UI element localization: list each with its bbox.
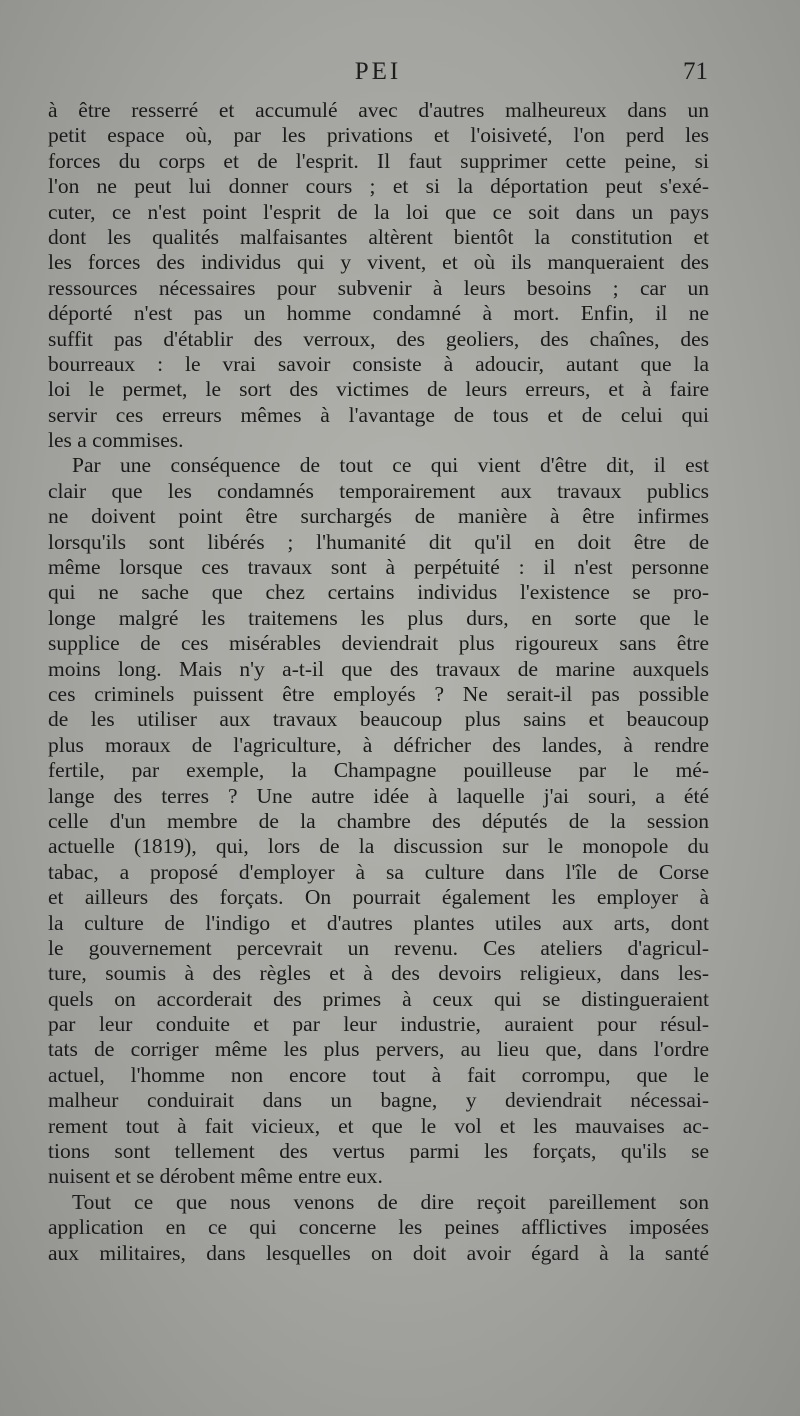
text-line: loi le permet, le sort des victimes de leurs erreurs, et à faire bbox=[48, 377, 709, 402]
text-line: l'on ne peut lui donner cours ; et si la déportation peut s'exé- bbox=[48, 174, 709, 199]
paragraph bbox=[48, 453, 709, 1189]
text-line: ces criminels puissent être employés ? Ne serait-il pas possible bbox=[48, 681, 709, 706]
text-line: aux militaires, dans lesquelles on doit avoir égard à la santé bbox=[48, 1240, 709, 1265]
text-line: lorsqu'ils sont libérés ; l'humanité dit qu'il en doit être de bbox=[48, 529, 709, 554]
text-line: petit espace où, par les privations et l'oisiveté, l'on perd les bbox=[48, 123, 709, 148]
text-line: ne doivent point être surchargés de manière à être infirmes bbox=[48, 504, 709, 529]
text-line: application en ce qui concerne les peines afflictives imposées bbox=[48, 1215, 709, 1240]
text-line: fertile, par exemple, la Champagne pouilleuse par le mé- bbox=[48, 758, 709, 783]
body-text bbox=[48, 98, 709, 1266]
text-line: ressources nécessaires pour subvenir à leurs besoins ; car un bbox=[48, 275, 709, 300]
text-line: malheur conduirait dans un bagne, y deviendrait nécessai- bbox=[48, 1088, 709, 1113]
text-line: cuter, ce n'est point l'esprit de la loi que ce soit dans un pays bbox=[48, 199, 709, 224]
text-line: supplice de ces misérables deviendrait plus rigoureux sans être bbox=[48, 631, 709, 656]
text-line: et ailleurs des forçats. On pourrait également les employer à bbox=[48, 885, 709, 910]
text-line: suffit pas d'établir des verroux, des geoliers, des chaînes, des bbox=[48, 326, 709, 351]
paragraph bbox=[48, 98, 709, 453]
text-line: forces du corps et de l'esprit. Il faut supprimer cette peine, si bbox=[48, 148, 709, 173]
text-line: ture, soumis à des règles et à des devoirs religieux, dans les- bbox=[48, 961, 709, 986]
text-line: Par une conséquence de tout ce qui vient d'être dit, il est bbox=[72, 453, 709, 478]
text-line: à être resserré et accumulé avec d'autres malheureux dans un bbox=[48, 98, 709, 122]
text-line: plus moraux de l'agriculture, à défricher des landes, à rendre bbox=[48, 732, 709, 757]
text-line: qui ne sache que chez certains individus l'existence se pro- bbox=[48, 580, 709, 605]
text-line: rement tout à fait vicieux, et que le vol et les mauvaises ac- bbox=[48, 1113, 709, 1138]
text-line: les a commises. bbox=[48, 428, 184, 453]
text-line: déporté n'est pas un homme condamné à mort. Enfin, il ne bbox=[48, 301, 709, 326]
text-line: quels on accorderait des primes à ceux qui se distingueraient bbox=[48, 986, 709, 1011]
text-line: clair que les condamnés temporairement aux travaux publics bbox=[48, 478, 709, 503]
text-line: bourreaux : le vrai savoir consiste à adoucir, autant que la bbox=[48, 351, 709, 376]
text-line: le gouvernement percevrait un revenu. Ces ateliers d'agricul- bbox=[48, 935, 709, 960]
text-line: Tout ce que nous venons de dire reçoit pareillement son bbox=[72, 1189, 709, 1214]
text-line: tabac, a proposé d'employer à sa culture dans l'île de Corse bbox=[48, 859, 709, 884]
running-head: PEI bbox=[354, 58, 402, 85]
text-line: actuelle (1819), qui, lors de la discussion sur le monopole du bbox=[48, 834, 709, 859]
text-line: par leur conduite et par leur industrie, auraient pour résul- bbox=[48, 1012, 709, 1037]
text-line: moins long. Mais n'y a-t-il que des travaux de marine auxquels bbox=[48, 656, 709, 681]
paragraph bbox=[48, 1190, 709, 1266]
text-line: de les utiliser aux travaux beaucoup plus sains et beaucoup bbox=[48, 707, 709, 732]
text-line: actuel, l'homme non encore tout à fait corrompu, que le bbox=[48, 1062, 709, 1087]
text-line: tions sont tellement des vertus parmi les forçats, qu'ils se bbox=[48, 1139, 709, 1164]
text-line: même lorsque ces travaux sont à perpétuité : il n'est personne bbox=[48, 555, 709, 580]
text-line: tats de corriger même les plus pervers, au lieu que, dans l'ordre bbox=[48, 1037, 709, 1062]
text-line: lange des terres ? Une autre idée à laquelle j'ai souri, a été bbox=[48, 783, 709, 808]
text-line: longe malgré les traitemens les plus durs, en sorte que le bbox=[48, 605, 709, 630]
text-line: nuisent et se dérobent même entre eux. bbox=[48, 1164, 383, 1189]
text-line: celle d'un membre de la chambre des députés de la session bbox=[48, 808, 709, 833]
text-line: dont les qualités malfaisantes altèrent bientôt la constitution et bbox=[48, 224, 709, 249]
text-line: les forces des individus qui y vivent, et où ils manqueraient des bbox=[48, 250, 709, 275]
page-number: 71 bbox=[683, 58, 708, 85]
page-header bbox=[48, 58, 708, 98]
text-line: servir ces erreurs mêmes à l'avantage de tous et de celui qui bbox=[48, 402, 709, 427]
text-line: la culture de l'indigo et d'autres plantes utiles aux arts, dont bbox=[48, 910, 709, 935]
